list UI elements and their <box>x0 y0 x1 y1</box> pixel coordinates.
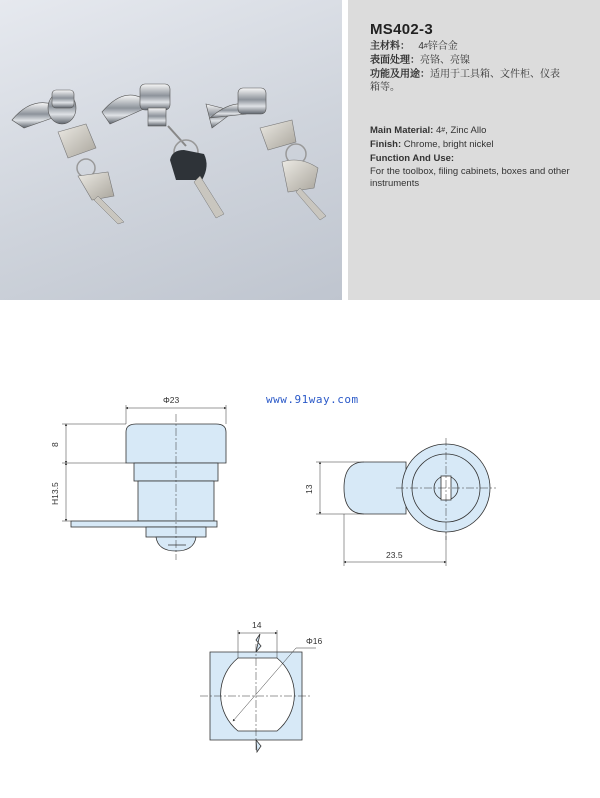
cn-material-sup: # <box>423 43 428 50</box>
en-material-sup: # <box>441 127 446 134</box>
cn-finish-line <box>370 54 470 67</box>
watermark: www.91way.com <box>266 393 359 406</box>
cn-material-value: 4 <box>418 41 424 52</box>
product-photo <box>0 0 342 300</box>
lock-2 <box>102 84 224 218</box>
side-diameter-label: Φ23 <box>163 395 180 405</box>
spec-panel <box>348 0 600 300</box>
cutout-drawing <box>200 630 316 752</box>
cn-finish-label: 表面处理： <box>370 55 420 66</box>
en-function-value: For the toolbox, filing cabinets, boxes and other instruments <box>370 166 570 189</box>
side-cap-height-label: 8 <box>50 442 60 447</box>
cn-function-line <box>370 68 560 81</box>
technical-drawings <box>0 300 600 798</box>
cn-material-rest: 锌合金 <box>427 41 458 52</box>
en-material-num: 4 <box>433 125 442 136</box>
lock-3 <box>206 88 326 220</box>
front-height-label: 13 <box>304 484 314 494</box>
en-function-label <box>370 153 592 165</box>
en-material-label: Main Material: <box>370 125 434 136</box>
front-width-label: 23.5 <box>386 550 403 560</box>
cn-function-label: 功能及用途： <box>370 69 430 80</box>
cn-material-line <box>370 40 458 53</box>
model-number: MS402-3 <box>370 21 433 38</box>
en-finish-value: Chrome, bright nickel <box>401 139 494 150</box>
cn-function-line-2: 箱等。 <box>370 82 400 93</box>
en-finish-line <box>370 139 592 151</box>
cam-lock-photo-illustration <box>0 0 342 300</box>
cutout-diameter-label: Φ16 <box>306 636 323 646</box>
front-view-drawing <box>316 438 496 566</box>
cn-function-value: 适用于工具箱、文件柜、仪表 <box>430 69 560 80</box>
en-finish-label: Finish: <box>370 139 402 150</box>
cn-material-label: 主材料： <box>370 41 410 52</box>
en-material-line <box>370 125 592 137</box>
side-body-height-label: H13.5 <box>50 482 60 505</box>
side-view-drawing <box>62 405 226 560</box>
en-material-rest: , Zinc Allo <box>445 125 487 136</box>
cn-finish-value: 亮铬、亮镍 <box>420 55 470 66</box>
cutout-width-label: 14 <box>252 620 262 630</box>
en-function-label-text: Function And Use: <box>370 153 455 164</box>
